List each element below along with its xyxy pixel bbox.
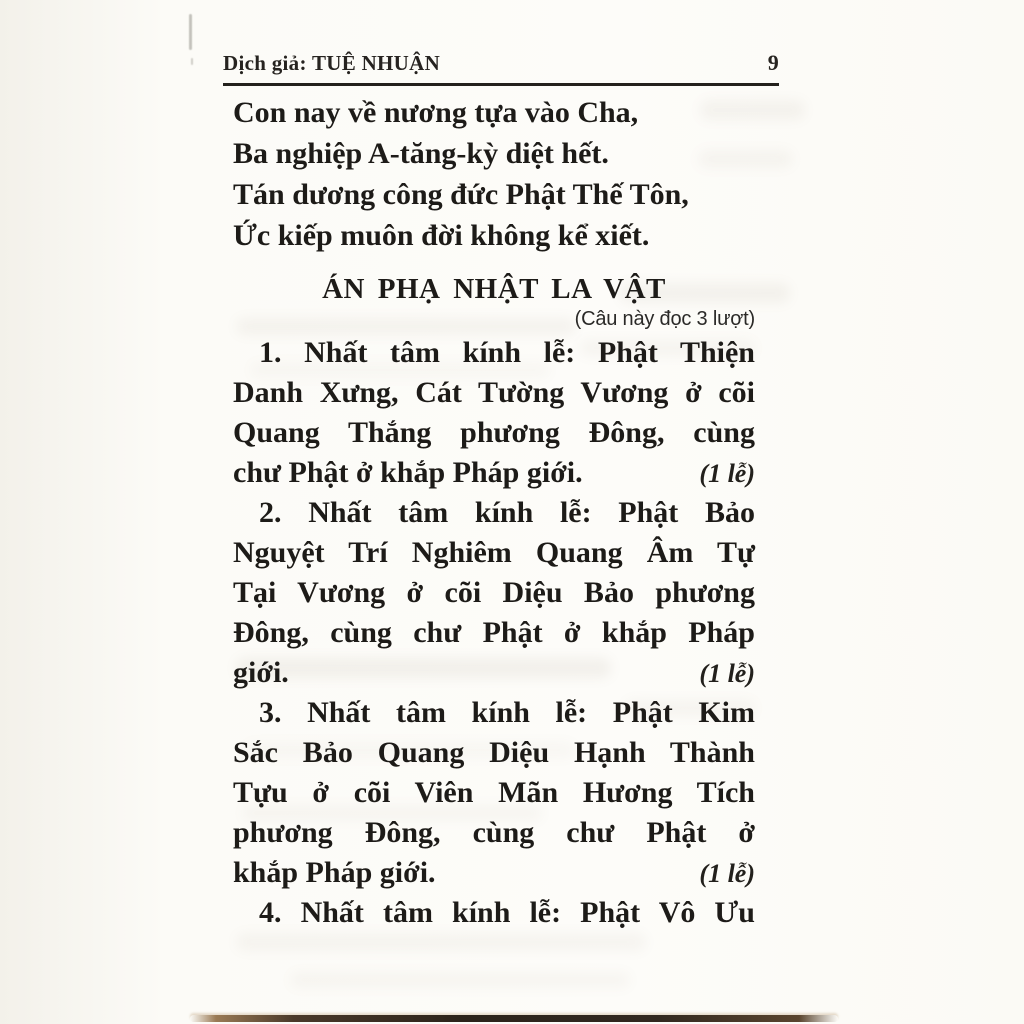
text-line: Tại Vương ở cõi Diệu Bảo phương bbox=[233, 576, 755, 609]
verse-line: Con nay về nương tựa vào Cha, bbox=[233, 96, 639, 129]
text-line: Nguyệt Trí Nghiêm Quang Âm Tự bbox=[233, 536, 755, 569]
text-line: Tựu ở cõi Viên Mãn Hương Tích bbox=[233, 776, 755, 809]
text-line: 2. Nhất tâm kính lễ: Phật Bảo bbox=[259, 496, 755, 529]
ink-bleedthrough-smudge bbox=[236, 933, 646, 951]
text-line bbox=[233, 653, 755, 693]
recitation-note: (Câu này đọc 3 lượt) bbox=[574, 308, 755, 330]
book-bottom-edge bbox=[190, 1015, 838, 1022]
prostration-item-4 bbox=[233, 893, 755, 933]
bow-count-note: (1 lễ) bbox=[699, 859, 755, 888]
text-line: 4. Nhất tâm kính lễ: Phật Vô Ưu bbox=[259, 896, 755, 929]
translator-credit: Dịch giả: TUỆ NHUẬN bbox=[223, 51, 441, 75]
text-line bbox=[233, 853, 755, 893]
prostration-list bbox=[233, 333, 755, 933]
text-line: phương Đông, cùng chư Phật ở bbox=[233, 816, 755, 849]
bow-count-note: (1 lễ) bbox=[699, 659, 755, 688]
verse-line: Ức kiếp muôn đời không kể xiết. bbox=[233, 219, 650, 252]
verse-line: Tán dương công đức Phật Thế Tôn, bbox=[233, 178, 689, 211]
text-line: Đông, cùng chư Phật ở khắp Pháp bbox=[233, 616, 755, 649]
scan-scratch-dot bbox=[191, 58, 193, 65]
text-line-end: chư Phật ở khắp Pháp giới. bbox=[233, 456, 583, 489]
prostration-item-2 bbox=[233, 493, 755, 693]
running-header bbox=[223, 50, 779, 86]
bow-count-note: (1 lễ) bbox=[699, 459, 755, 488]
text-line-end: khắp Pháp giới. bbox=[233, 856, 436, 889]
mantra-heading: ÁN PHẠ NHẬT LA VẬT bbox=[322, 273, 666, 305]
scan-scratch-mark bbox=[189, 14, 192, 50]
ink-bleedthrough-smudge bbox=[290, 972, 630, 988]
text-line: 3. Nhất tâm kính lễ: Phật Kim bbox=[259, 696, 755, 729]
text-line: Danh Xưng, Cát Tường Vương ở cõi bbox=[233, 376, 755, 409]
prostration-item-1 bbox=[233, 333, 755, 493]
verse-line: Ba nghiệp A-tăng-kỳ diệt hết. bbox=[233, 137, 609, 170]
text-line: 1. Nhất tâm kính lễ: Phật Thiện bbox=[259, 336, 755, 369]
prostration-item-3 bbox=[233, 693, 755, 893]
text-line: Quang Thắng phương Đông, cùng bbox=[233, 416, 755, 449]
opening-verse bbox=[233, 92, 755, 256]
text-line-end: giới. bbox=[233, 656, 289, 689]
page-number: 9 bbox=[767, 50, 779, 75]
text-line: Sắc Bảo Quang Diệu Hạnh Thành bbox=[233, 736, 755, 769]
text-line bbox=[233, 453, 755, 493]
